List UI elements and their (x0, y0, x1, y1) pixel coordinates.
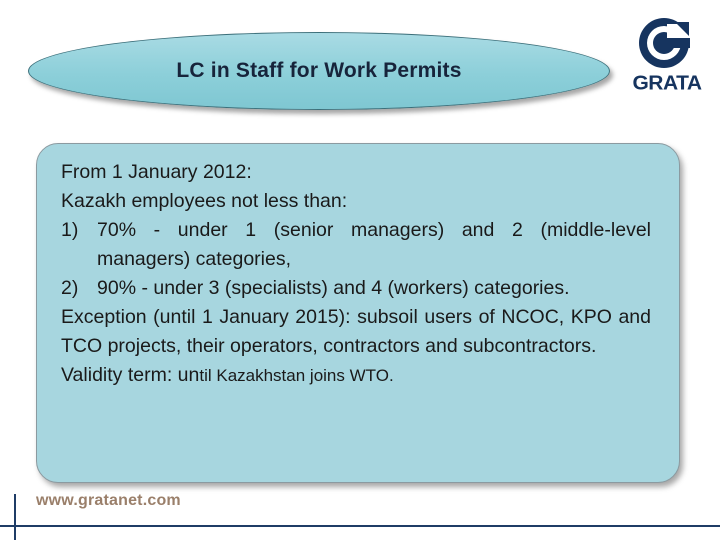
validity-prefix: Validity term: un (61, 364, 200, 386)
list-item (61, 216, 651, 274)
validity-paragraph (61, 361, 651, 390)
lead-line: Kazakh employees not less than: (61, 190, 348, 212)
list-item-text: 90% - under 3 (specialists) and 4 (workers) categories. (97, 277, 570, 299)
title-banner (28, 32, 610, 110)
footer-url: www.gratanet.com (36, 492, 181, 509)
content-panel (36, 143, 680, 483)
validity-suffix: til Kazakhstan joins WTO. (199, 366, 394, 385)
exception-label: Exception (61, 306, 147, 328)
quota-list (61, 216, 651, 303)
list-item-text: 70% - under 1 (senior managers) and 2 (middle-level managers) categories, (97, 219, 651, 270)
list-item-number: 2) (61, 277, 79, 299)
exception-text: (until 1 January 2015): subsoil users of NCOC, KPO and TCO projects, their operators, contractors and subcontractors. (61, 306, 651, 357)
logo-wordmark: GRATA (632, 72, 702, 95)
grata-g-icon (637, 16, 691, 70)
list-item-number: 1) (61, 219, 79, 241)
grata-logo (626, 16, 708, 94)
intro-line: From 1 January 2012: (61, 161, 252, 183)
footer-divider-vertical (14, 494, 16, 540)
exception-paragraph (61, 303, 651, 361)
slide-title: LC in Staff for Work Permits (176, 59, 462, 82)
footer-divider (0, 525, 720, 527)
list-item (61, 274, 651, 303)
